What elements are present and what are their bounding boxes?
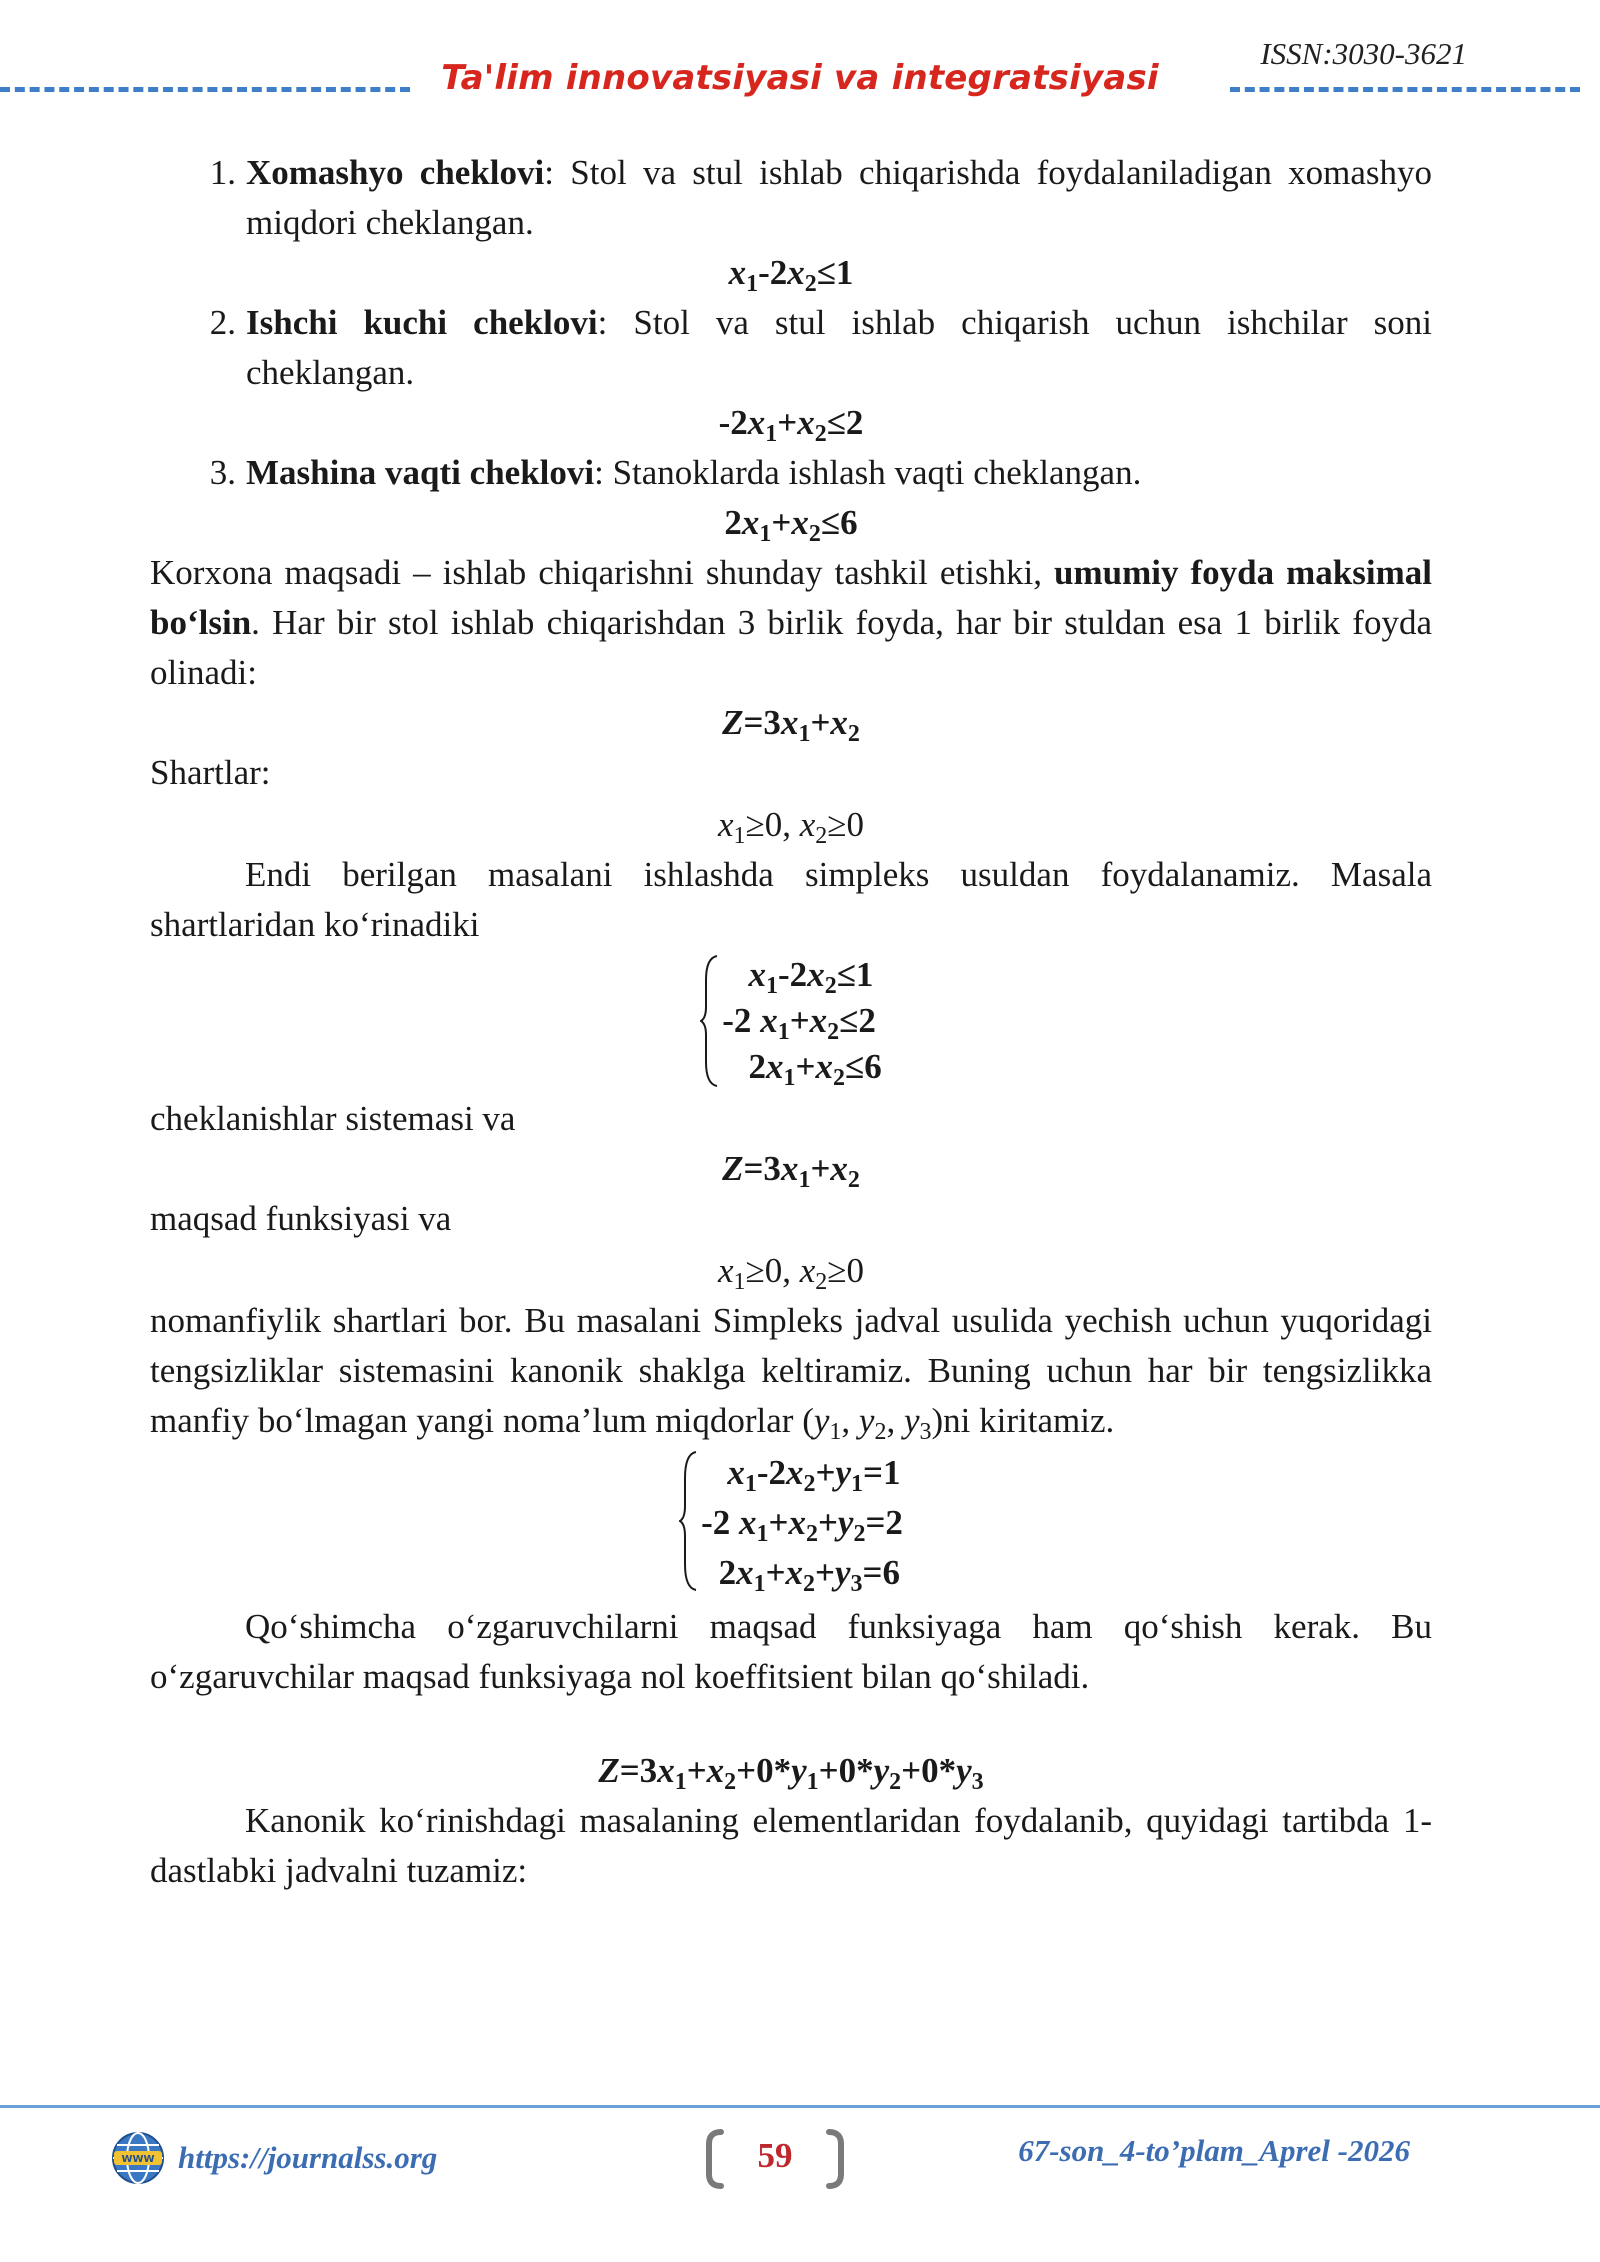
list-term: Xomashyo cheklovi: [246, 153, 545, 192]
shartlar-label: Shartlar:: [150, 753, 271, 792]
list-number: 3.: [209, 453, 236, 492]
issue-label: 67-son_4-to’plam_Aprel -2026: [1018, 2133, 1410, 2168]
system-line: $2x_1+x_2+y_3=6$: [718, 1553, 900, 1597]
footer-url-text[interactable]: https://journalss.org: [178, 2140, 438, 2175]
system-line: $x_1-2x_2+y_1=1$: [727, 1453, 901, 1497]
extra-variables-paragraph: Qo‘shimcha o‘zgaruvchilarni maqsad funksiyaga ham qo‘shish kerak. Bu o‘zgaruvchilar maqsad funksiyaga nol koeffitsient bilan qo‘shiladi.: [150, 1607, 1432, 1696]
constraint-formula: $2x_1+x_2\le 6$: [724, 503, 858, 547]
final-paragraph: Kanonik ko‘rinishdagi masalaning elementlaridan foydalanib, quyidagi tartibda 1-dastlabki jadvalni tuzamiz:: [150, 1801, 1432, 1890]
system-line: -2 $x_1+x_2\le 2$: [722, 1001, 876, 1045]
list-text: : Stanoklarda ishlash vaqti cheklangan.: [594, 453, 1142, 492]
system-line: $x_1-2x_2\le 1$: [748, 955, 874, 999]
globe-www-icon: [110, 2130, 166, 2186]
list-term: Mashina vaqti cheklovi: [246, 453, 595, 492]
nonnegativity-formula: $x_1\ge 0$, $x_2\ge 0$: [717, 805, 865, 849]
list-term: Ishchi kuchi cheklovi: [246, 303, 598, 342]
canonical-system: [679, 1448, 903, 1598]
constraint-system: [700, 952, 881, 1090]
objective-formula-extended: $Z=3x_1+x_2+0*y_1+0*y_2+0*y_3$: [598, 1751, 984, 1795]
list-number: 1.: [209, 153, 236, 192]
page-content: [150, 148, 1432, 1896]
constraint-formula: $x_1-2x_2\le 1$: [728, 253, 854, 297]
system-label: cheklanishlar sistemasi va: [150, 1099, 516, 1138]
page-number-box: [705, 2124, 845, 2194]
list-number: 2.: [209, 303, 236, 342]
constraint-formula: $-2x_1+x_2\le 2$: [718, 403, 864, 447]
objective-label: maqsad funksiyasi va: [150, 1199, 452, 1238]
goal-paragraph: Korxona maqsadi – ishlab chiqarishni shunday tashkil etishki, umumiy foyda maksimal bo‘lsin. Har bir stol ishlab chiqarishdan 3 birlik foyda, har bir stuldan esa 1 birlik foyda olinadi:: [150, 553, 1432, 692]
left-brace-icon: [679, 1448, 699, 1594]
list-text: : Stol va stul ishlab chiqarish uchun ishchilar soni cheklangan.: [246, 303, 1432, 392]
svg-text:WWW: WWW: [121, 2154, 155, 2165]
objective-formula: $Z=3x_1+x_2$: [722, 703, 860, 747]
list-text: : Stol va stul ishlab chiqarishda foydalaniladigan xomashyo miqdori cheklangan.: [246, 153, 1433, 242]
system-line: $2x_1+x_2\le 6$: [748, 1047, 882, 1091]
list-item: [150, 148, 1432, 248]
spacer: [150, 1702, 1432, 1746]
list-item: [150, 448, 1432, 498]
simplex-paragraph: Endi berilgan masalani ishlashda simpleks usuldan foydalanamiz. Masala shartlaridan ko‘rinadiki: [150, 855, 1432, 944]
journal-title: Ta'lim innovatsiyasi va integratsiyasi: [441, 58, 1159, 98]
issn-label: ISSN:3030-3621: [1260, 36, 1467, 71]
left-brace-icon: [700, 952, 720, 1090]
footer-link[interactable]: [110, 2130, 437, 2186]
footer-divider: [0, 2105, 1600, 2108]
objective-formula: $Z=3x_1+x_2$: [722, 1149, 860, 1193]
list-item: [150, 298, 1432, 398]
nonnegativity-formula: $x_1\ge 0$, $x_2\ge 0$: [717, 1251, 865, 1295]
system-line: -2 $x_1+x_2+y_2=2$: [701, 1503, 903, 1547]
page-number: 59: [757, 2136, 793, 2175]
canonical-paragraph: nomanfiylik shartlari bor. Bu masalani Simpleks jadval usulida yechish uchun yuqoridagi tengsizliklar sistemasini kanonik shaklga keltiramiz. Buning uchun har bir tengsizlikka manfiy bo‘lmagan yangi noma’lum miqdorlar ($y_1$, $y_2$, $y_3)ni$ kiritamiz.: [150, 1301, 1432, 1445]
